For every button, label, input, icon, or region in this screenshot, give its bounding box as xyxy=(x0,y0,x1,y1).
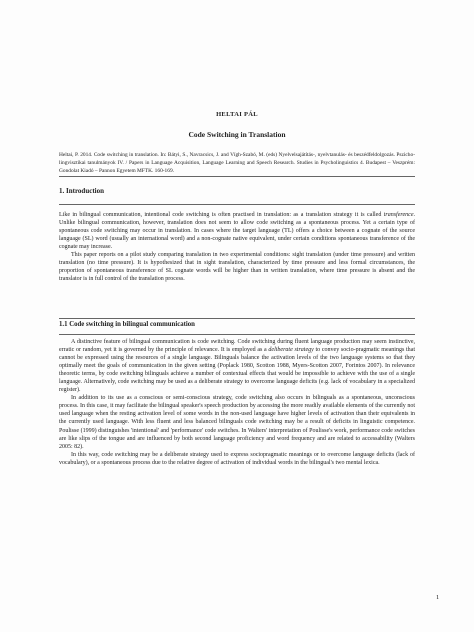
introduction-body xyxy=(59,211,415,283)
paragraph xyxy=(59,338,415,394)
paragraph-text: to convey socio-pragmatic meanings that cannot be expressed using the resources of a single language. Bilinguals balance the activation levels of the two language systems so that they optimally meet the goals of communication in the given setting (Poplack 1980, Scotton 1988, Myers-Scotton 2007, Forintos 2007). In relevance theoretic terms, by code switching bilinguals achieve a number of contextual effects that would be impossible to achieve with the use of a single language. Alternatively, code switching may be used as a deliberate strategy to overcome language deficits (e.g. lack of vocabulary in a specialized register). xyxy=(59,347,416,394)
paragraph: This paper reports on a pilot study comparing translation in two experimental conditions: sight translation (under time pressure) and written translation (no time pressure). It is hypothesized that in sight translation, characterized by time pressure and less formal circumstances, the proportion of spontaneous transference of SL cognate words will be higher than in written translation, where time pressure is absent and the translator is in full control of the translation process. xyxy=(59,252,415,283)
code-switching-body xyxy=(59,338,415,467)
divider-line xyxy=(59,334,415,335)
paragraph-text: . Unlike bilingual communication, however, translation does not seem to allow code switching as a spontaneous process. Yet a certain type of spontaneous code switching may occur in translation. In cases where the target language (TL) offers a choice between a cognate of the source language (SL) word (usually an international word) and a non-cognate native equivalent, under certain conditions spontaneous transference of the cognate may increase. xyxy=(59,212,415,251)
paragraph-text: A distinctive feature of bilingual communication is code switching. Code switching during fluent language production may seem instinctive, erratic or random, yet it is governed by the principle of relevance. It is employed as a xyxy=(59,339,415,354)
divider-line xyxy=(59,176,415,177)
paragraph: In addition to its use as a conscious or semi-conscious strategy, code switching also occurs in bilinguals as a spontaneous, unconscious process. In this case, it may facilitate the bilingual speaker's speech production by accessing the more readily available elements of the currently not used language when the resting activation level of some words in the non-used language have higher levels of activation than their equivalents in the currently used language. With less fluent and less balanced bilinguals code switching may be a result of deficits in linguistic competence. Poulisse (1999) distinguishes 'intentional' and 'performance' code switches. In Walters' interpretation of Poulisse's work, performance code switches are like slips of the tongue and are influenced by both second language proficiency and word frequency and are related to accessability (Walters 2005: 82). xyxy=(59,395,415,450)
paragraph: In this way, code switching may be a deliberate strategy used to express sociopragmatic meanings or to overcome language deficits (lack of vocabulary), or a spontaneous process due to the relative degree of activation of individual words in the bilingual's two mental lexica. xyxy=(59,451,415,466)
citation: Heltai, P. 2014. Code switching in translation. In: Bátyi, S., Navracsics, J. and Vígh-Szabó, M. (eds) Nyelvelsajátítás-, nyelvtanulás- és beszédfeldolgozás. Pszicho-lingvisztikai tanulmányok IV. / Papers in Language Acquisition, Language Learning and Speech Research. Studies in Psycholinguistics 4. Budapest – Veszprém: Gondolat Kiadó – Pannon Egyetem MFTK. 160-169. xyxy=(59,152,415,175)
section-heading-code-switching: 1.1 Code switching in bilingual communication xyxy=(59,321,195,328)
italic-term: transference xyxy=(383,212,414,218)
paragraph xyxy=(59,211,415,251)
paper-title: Code Switching in Translation xyxy=(188,130,286,139)
page-number: 1 xyxy=(436,594,440,601)
paragraph-text: Like in bilingual communication, intentional code switching is often practised in translation: as a translation strategy it is called xyxy=(59,212,384,218)
author-name: HELTAI PÁL xyxy=(216,111,258,118)
italic-term: deliberate strategy xyxy=(268,347,314,354)
divider-line xyxy=(59,318,415,319)
section-heading-introduction: 1. Introduction xyxy=(59,187,104,195)
divider-line xyxy=(59,204,415,205)
